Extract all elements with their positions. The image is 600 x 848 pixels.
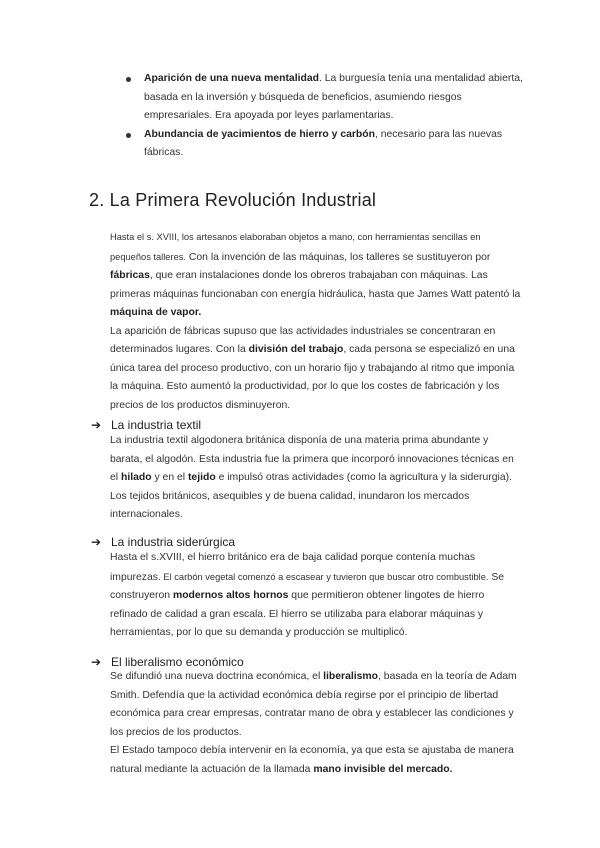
intro-bold-division: división del trabajo xyxy=(248,344,344,355)
arrow-right-icon: ➔ xyxy=(91,655,102,669)
arrow-right-icon: ➔ xyxy=(91,535,102,549)
subheading-text: El liberalismo económico xyxy=(111,655,244,669)
intro-text: , cada persona se especializó en una única tarea del proceso productivo, con un horario fijo y trabajando al ritmo que imponía la máquina. Esto aumentó la productividad, por lo que los costes de fabricación y los precios de los productos disminuyeron. xyxy=(110,344,515,411)
textil-text: e impulsó otras actividades (como la agricultura y la siderurgia). Los tejidos británicos, asequibles y de buena calidad, inundaron los mercados internacionales. xyxy=(110,472,512,520)
intro-paragraph-2 xyxy=(110,323,522,416)
section-title: 2. La Primera Revolución Industrial xyxy=(89,190,377,210)
subheading-siderurgica xyxy=(91,534,235,550)
arrow-right-icon: ➔ xyxy=(91,418,102,432)
liberalismo-bold-mano-invisible: mano invisible del mercado. xyxy=(313,763,453,775)
intro-text: Con la invención de las máquinas, los talleres se sustituyeron por xyxy=(185,251,491,263)
intro-text: , que eran instalaciones donde los obreros trabajaban con máquinas. Las primeras máquinas funcionaban con energía hidráulica, hasta que James Watt patentó la xyxy=(110,270,521,300)
liberalismo-text: , basada en la teoría de Adam Smith. Defendía que la actividad económica debía regirse por el principio de libertad económica para crear empresas, contratar mano de obra y establecer las condiciones y los precios de los productos. xyxy=(110,671,517,738)
section-intro xyxy=(110,228,522,415)
intro-text: La aparición de fábricas supuso que las actividades industriales se concentraran en determinados lugares. Con la xyxy=(110,325,496,355)
textil-paragraph xyxy=(110,432,522,525)
bullet-bold-text: Abundancia de yacimientos de hierro y carbón xyxy=(144,128,375,140)
subheading-text: La industria siderúrgica xyxy=(111,535,236,549)
intro-bold-fabricas: fábricas xyxy=(110,270,150,281)
intro-bullet-list xyxy=(122,70,532,163)
list-item xyxy=(122,126,532,163)
bullet-text: , necesario para las nuevas fábricas. xyxy=(144,128,503,158)
siderurgica-paragraph xyxy=(110,549,522,643)
siderurgica-small-text: El carbón vegetal comenzó a escasear y tuvieron que buscar otro combustible. xyxy=(160,571,489,582)
bullet-dot-icon xyxy=(126,77,131,82)
bullet-dot-icon xyxy=(126,133,131,138)
textil-text: La industria textil algodonera británica disponía de una materia prima abundante y barata, el algodón. Esta industria fue la primera que incorporó innovaciones técnicas en el xyxy=(110,435,514,483)
intro-paragraph-1 xyxy=(110,228,522,323)
siderurgica-text: que permitieron obtener lingotes de hierro refinado de calidad a gran escala. El hierro se utilizaba para elaborar máquinas y herramientas, por lo que su demanda y producción se multiplicó. xyxy=(110,590,485,638)
intro-bold-maquina-vapor: máquina de vapor. xyxy=(110,307,202,318)
bullet-text: . La burguesía tenía una mentalidad abierta, basada en la inversión y búsqueda de beneficios, asumiendo riesgos empresariales. Era apoyada por leyes parlamentarias. xyxy=(144,73,523,121)
textil-bold-tejido: tejido xyxy=(187,472,216,483)
textil-text: y en el xyxy=(151,472,188,483)
subheading-text: La industria textil xyxy=(111,418,202,432)
intro-small-text: Hasta el s. XVIII, los artesanos elaboraban objetos a mano, con herramientas sencillas en pequeños talleres. xyxy=(110,232,481,262)
siderurgica-text: Se construyeron xyxy=(110,571,505,601)
liberalismo-bold: liberalismo xyxy=(323,671,379,682)
subheading-textil xyxy=(91,417,201,433)
liberalismo-text: El Estado tampoco debía intervenir en la economía, ya que esta se ajustaba de manera natural mediante la actuación de la llamada xyxy=(110,745,514,775)
textil-bold-hilado: hilado xyxy=(120,472,152,483)
siderurgica-bold-hornos: modernos altos hornos xyxy=(172,590,289,601)
liberalismo-text: Se difundió una nueva doctrina económica, el xyxy=(110,671,324,682)
siderurgica-text: Hasta el s.XVIII, el hierro británico era de baja calidad porque contenía muchas impurezas. xyxy=(110,552,476,583)
liberalismo-paragraph xyxy=(110,668,522,779)
list-item xyxy=(122,70,532,126)
bullet-bold-text: Aparición de una nueva mentalidad xyxy=(144,73,319,84)
